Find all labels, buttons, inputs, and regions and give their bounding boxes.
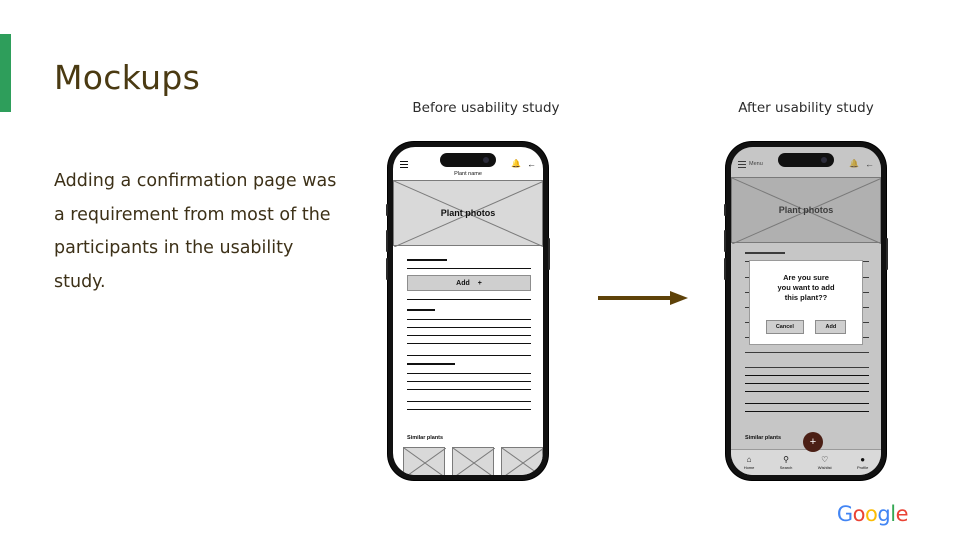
accent-bar xyxy=(0,34,11,112)
page-title: Mockups xyxy=(54,58,201,97)
similar-plants-label: Similar plants xyxy=(745,435,782,441)
nav-label-wishlist: Wishlist xyxy=(817,464,832,470)
heart-icon: ♡ xyxy=(821,454,829,464)
bell-icon[interactable]: 🔔 xyxy=(511,159,521,168)
similar-plants-label: Similar plants xyxy=(407,435,444,441)
content-line xyxy=(407,401,531,402)
content-line xyxy=(407,363,455,365)
content-line xyxy=(745,391,869,392)
plant-name-label: Plant name xyxy=(454,171,482,177)
content-line xyxy=(407,335,531,336)
hero-image-placeholder xyxy=(393,180,543,246)
content-line xyxy=(745,383,869,384)
logo-letter-e: e xyxy=(895,502,908,526)
phone-mockup-before xyxy=(388,142,548,480)
volume-up-button xyxy=(724,230,726,252)
hero-image-label: Plant photos xyxy=(778,205,834,215)
content-line xyxy=(745,411,869,412)
similar-plant-thumb[interactable] xyxy=(403,447,445,475)
content-line xyxy=(407,309,435,311)
silent-switch xyxy=(724,204,726,216)
nav-item-wishlist[interactable] xyxy=(818,456,832,470)
add-fab-button[interactable]: + xyxy=(803,432,823,452)
similar-plant-thumb[interactable] xyxy=(452,447,494,475)
add-button-label: Add xyxy=(456,279,470,287)
content-line xyxy=(407,409,531,410)
plus-icon: + xyxy=(477,279,482,287)
caption-before: Before usability study xyxy=(412,100,560,116)
logo-letter-o1: o xyxy=(852,502,866,526)
dialog-line-3: this plant?? xyxy=(784,293,828,302)
body-paragraph: Adding a confirmation page was a requirement from most of the participants in the usability study. xyxy=(54,171,337,292)
nav-label-profile: Profile xyxy=(856,464,869,470)
volume-down-button xyxy=(386,258,388,280)
phone-mockup-after xyxy=(726,142,886,480)
silent-switch xyxy=(386,204,388,216)
logo-letter-g2: g xyxy=(877,502,891,526)
nav-item-profile[interactable] xyxy=(857,456,868,470)
back-arrow-icon[interactable]: ← xyxy=(527,158,536,169)
hero-image-label: Plant photos xyxy=(440,208,496,218)
nav-item-home[interactable] xyxy=(744,456,755,470)
power-button xyxy=(886,238,888,270)
person-icon: ● xyxy=(860,454,866,464)
nav-item-search[interactable] xyxy=(780,456,793,470)
content-line xyxy=(407,381,531,382)
content-line xyxy=(407,268,531,269)
dialog-add-button[interactable]: Add xyxy=(815,320,846,334)
dialog-cancel-button[interactable]: Cancel xyxy=(766,320,804,334)
content-line xyxy=(407,259,447,261)
caption-after: After usability study xyxy=(738,100,874,116)
back-arrow-icon[interactable]: ← xyxy=(865,158,874,169)
hamburger-menu-icon[interactable] xyxy=(400,161,408,168)
content-line xyxy=(407,373,531,374)
nav-label-home: Home xyxy=(743,464,755,470)
nav-label-search: Search xyxy=(779,464,793,470)
similar-plant-thumb[interactable] xyxy=(501,447,543,475)
volume-down-button xyxy=(724,258,726,280)
content-line xyxy=(407,355,531,356)
google-logo xyxy=(837,502,908,526)
confirmation-dialog xyxy=(749,260,863,345)
content-line xyxy=(407,343,531,344)
content-line xyxy=(407,299,531,300)
content-line xyxy=(407,327,531,328)
dynamic-island xyxy=(440,153,496,167)
content-line xyxy=(745,375,869,376)
volume-up-button xyxy=(386,230,388,252)
bottom-navigation-bar xyxy=(731,449,881,475)
transition-arrow-icon xyxy=(598,291,690,305)
logo-letter-l: l xyxy=(890,502,896,526)
bell-icon[interactable]: 🔔 xyxy=(849,159,859,168)
add-button[interactable] xyxy=(407,275,531,291)
dialog-line-2: you want to add xyxy=(777,283,835,292)
content-line xyxy=(745,403,869,404)
dynamic-island xyxy=(778,153,834,167)
power-button xyxy=(548,238,550,270)
logo-letter-o2: o xyxy=(865,502,878,526)
content-line xyxy=(407,389,531,390)
home-icon: ⌂ xyxy=(746,454,752,464)
logo-letter-g1: G xyxy=(836,502,853,526)
search-icon: ⚲ xyxy=(783,454,789,464)
menu-label: Menu xyxy=(749,161,763,167)
content-line xyxy=(407,319,531,320)
dialog-line-1: Are you sure xyxy=(783,273,829,282)
phone-screen-after xyxy=(731,147,881,475)
phone-screen-before xyxy=(393,147,543,475)
